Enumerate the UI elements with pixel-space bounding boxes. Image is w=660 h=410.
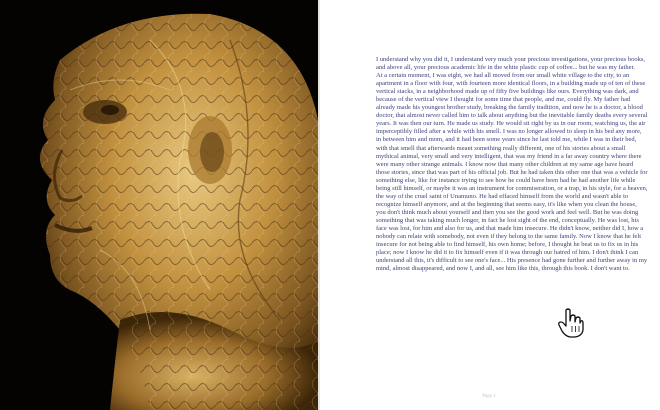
paragraph: At a certain moment, I was eight, we had all moved from our small white village to the city, to an apartment in a floor with four, with fourteen more identical floors, in a building made up of ten of these vertical stacks, in a neighborhood made up of fifty five buildings like ours. Everything was dark, and because of the vertical view I thought for some time that people, and me, could fly. My father had already made his youngest brother study, breaking the family tradition, and now he is a doctor, a blood doctor, that almost never called him to talk about anything but the inevitable family deaths every several years. It was then our turn. He made us study. He would sit right by us in our room, watching us, the air imperceptibly filled after a while with his smell. I was no longer allowed to sleep in his bed any more, in between him and mom, and it had been some years since he last told me, while I was in their bed, with that smell that afterwards meant something really different, one of his stories about a small mythical animal, very small and very intelligent, that was my friend in a far away country where there were many other strange animals. I know now that many other children at my same age have heard those stories, since that was part of his official job. But he had taken this other one that was a vehicle for something else, like for instance trying to see how he could have been had he had another life while being still himself, or maybe it was an instrument for commiseration, or a trap, in his style, for a heaven, the way of the cruel saint of Unamuno. He had effaced himself from the world and wasn't able to recognize himself anymore, and at the beginning that seems easy, it's like when you clean the house, you don't think much about yourself and then you see the good work and feel well. But he was doing something that was taking much longer, in fact he lost sight of the end, conceptually. He was lost, his face was lost, for him and also for us, and that made him insecure. He didn't know, neither did I, how a nobody can relate with somebody, not even if they belong to the same family. Now I know that he felt insecure for not being able to find himself, his own home; before, I thought he beat us to fix us in his place; now I know he did it to fix himself even if it was through our hatred of him. I don't think I can understand all this, it's difficult to see one's face... His presence had gone further and further away in my mind, almost disappeared, and now I, and all, see him like this, through this book. I don't want to. — [376, 72, 648, 273]
paragraph: I understand why you did it, I understand very much your precious investigations, your precious books, and above all, your precious academic life in the white plastic cup of coffee... but he was my father. — [376, 56, 645, 72]
right-page-text — [318, 0, 660, 410]
page-number: Page 1 — [482, 394, 496, 399]
hand-pointer-icon — [558, 308, 584, 338]
sculpted-head-artwork — [0, 0, 318, 410]
book-gutter — [318, 0, 320, 410]
story-text — [376, 56, 648, 273]
left-page-figure — [0, 0, 318, 410]
